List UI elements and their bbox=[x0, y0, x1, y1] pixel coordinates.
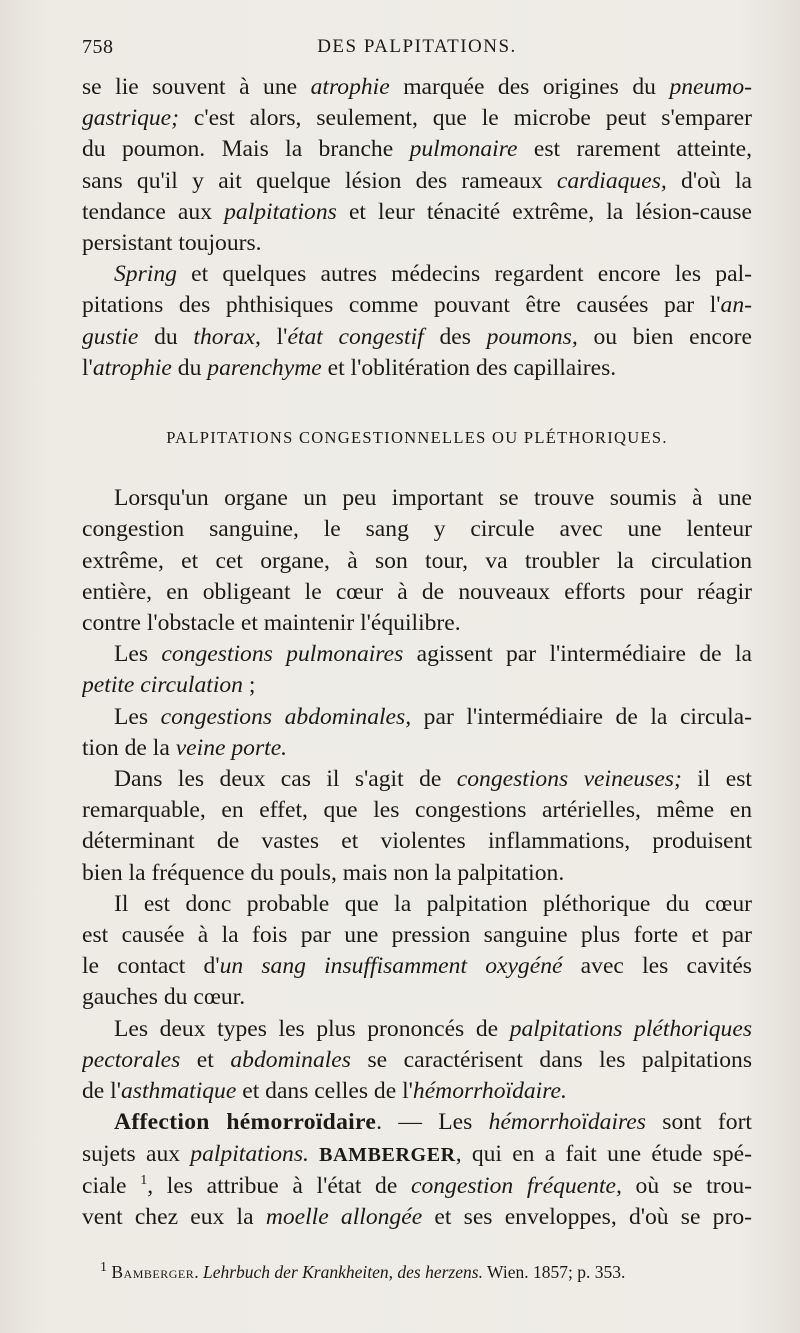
text-line: se lie souvent à une atrophie marquée des origines du pneumo- bbox=[82, 74, 752, 100]
text-line: Les deux types les plus prononcés de palpitations pléthoriques bbox=[114, 1015, 752, 1042]
paragraph-3 bbox=[82, 483, 752, 639]
text-line: Les congestions abdominales, par l'intermédiaire de la circula- bbox=[114, 703, 752, 730]
footnote-author: Bamberger bbox=[111, 1262, 195, 1282]
text-line: sans qu'il y ait quelque lésion des rameaux cardiaques, d'où la bbox=[82, 167, 752, 194]
body-text bbox=[82, 72, 752, 1233]
text-line: gauches du cœur. bbox=[82, 984, 246, 1011]
run-in-heading: Affection hémorroïdaire bbox=[114, 1109, 377, 1136]
text-line: tendance aux palpitations et leur ténacité extrême, la lésion-cause bbox=[82, 198, 752, 225]
paragraph-7 bbox=[82, 889, 752, 1014]
text-line: Les congestions pulmonaires agissent par l'intermédiaire de la bbox=[114, 641, 752, 668]
text-line: bien la fréquence du pouls, mais non la palpitation. bbox=[82, 859, 565, 886]
text-line: l'atrophie du parenchyme et l'oblitération des capillaires. bbox=[82, 354, 617, 381]
footnote-number: 1 bbox=[100, 1260, 107, 1276]
text-line: du poumon. Mais la branche pulmonaire est rarement atteinte, bbox=[82, 136, 752, 163]
text-line: déterminant de vastes et violentes inflammations, produisent bbox=[82, 828, 752, 855]
paragraph-6 bbox=[82, 764, 752, 889]
text-line: sujets aux palpitations. BAMBERGER, qui en a fait une étude spé- bbox=[82, 1140, 752, 1167]
section-heading: PALPITATIONS CONGESTIONNELLES OU PLÉTHORIQUES. bbox=[166, 428, 668, 448]
text-line: est causée à la fois par une pression sanguine plus forte et par bbox=[82, 922, 752, 949]
text-line: entière, en obligeant le cœur à de nouveaux efforts pour réagir bbox=[82, 578, 752, 605]
paragraph-9 bbox=[82, 1107, 752, 1233]
text-line: gustie du thorax, l'état congestif des poumons, ou bien encore bbox=[82, 323, 752, 350]
footnote-title: Lehrbuch der Krankheiten, des herzens. bbox=[202, 1262, 483, 1282]
paragraph-1 bbox=[82, 72, 752, 259]
text-line: contre l'obstacle et maintenir l'équilibre. bbox=[82, 610, 461, 637]
paragraph-5 bbox=[82, 702, 752, 764]
paragraph-2 bbox=[82, 259, 752, 384]
text-line: tion de la veine porte. bbox=[82, 734, 288, 761]
paragraph-4 bbox=[82, 639, 752, 701]
text-line: pectorales et abdominales se caractérisent dans les palpitations bbox=[82, 1046, 752, 1073]
text-line: persistant toujours. bbox=[82, 230, 262, 257]
text-line: Dans les deux cas il s'agit de congestions veineuses; il est bbox=[114, 766, 752, 793]
text-line: petite circulation ; bbox=[82, 672, 256, 699]
footnote: $^1$ Bamberger. Lehrbuch der Krankheiten, des herzens. Wien. 1857; p. 353. bbox=[100, 1260, 626, 1282]
running-head bbox=[82, 36, 752, 66]
text-line: congestion sanguine, le sang y circule avec une lenteur bbox=[82, 516, 752, 543]
text-line: gastrique; c'est alors, seulement, que le microbe peut s'emparer bbox=[82, 105, 752, 132]
text-line: Spring et quelques autres médecins regardent encore les pal- bbox=[114, 261, 752, 288]
text-line: Il est donc probable que la palpitation pléthorique du cœur bbox=[114, 890, 752, 917]
text-line: ciale $^1$, les attribue à l'état de congestion fréquente, où se trou- bbox=[82, 1172, 752, 1199]
text-line: le contact d'un sang insuffisamment oxygéné avec les cavités bbox=[82, 953, 752, 980]
text-line: de l'asthmatique et dans celles de l'hémorrhoïdaire. bbox=[82, 1078, 567, 1105]
text-line: Lorsqu'un organe un peu important se trouve soumis à une bbox=[114, 485, 752, 512]
page-number: 758 bbox=[82, 36, 114, 58]
text-line: extrême, et cet organe, à son tour, va troubler la circulation bbox=[82, 547, 752, 574]
text-line: Affection hémorroïdaire. — Les hémorrhoïdaires sont fort bbox=[114, 1109, 752, 1136]
footnote-marker: 1 bbox=[140, 1172, 148, 1188]
text-line: vent chez eux la moelle allongée et ses enveloppes, d'où se pro- bbox=[82, 1203, 752, 1230]
text-line: pitations des phthisiques comme pouvant être causées par l'an- bbox=[82, 292, 752, 319]
author-name: BAMBERGER bbox=[319, 1143, 456, 1166]
paragraph-8 bbox=[82, 1014, 752, 1108]
text-line: remarquable, en effet, que les congestions artérielles, même en bbox=[82, 797, 752, 824]
running-title: DES PALPITATIONS. bbox=[317, 36, 517, 57]
